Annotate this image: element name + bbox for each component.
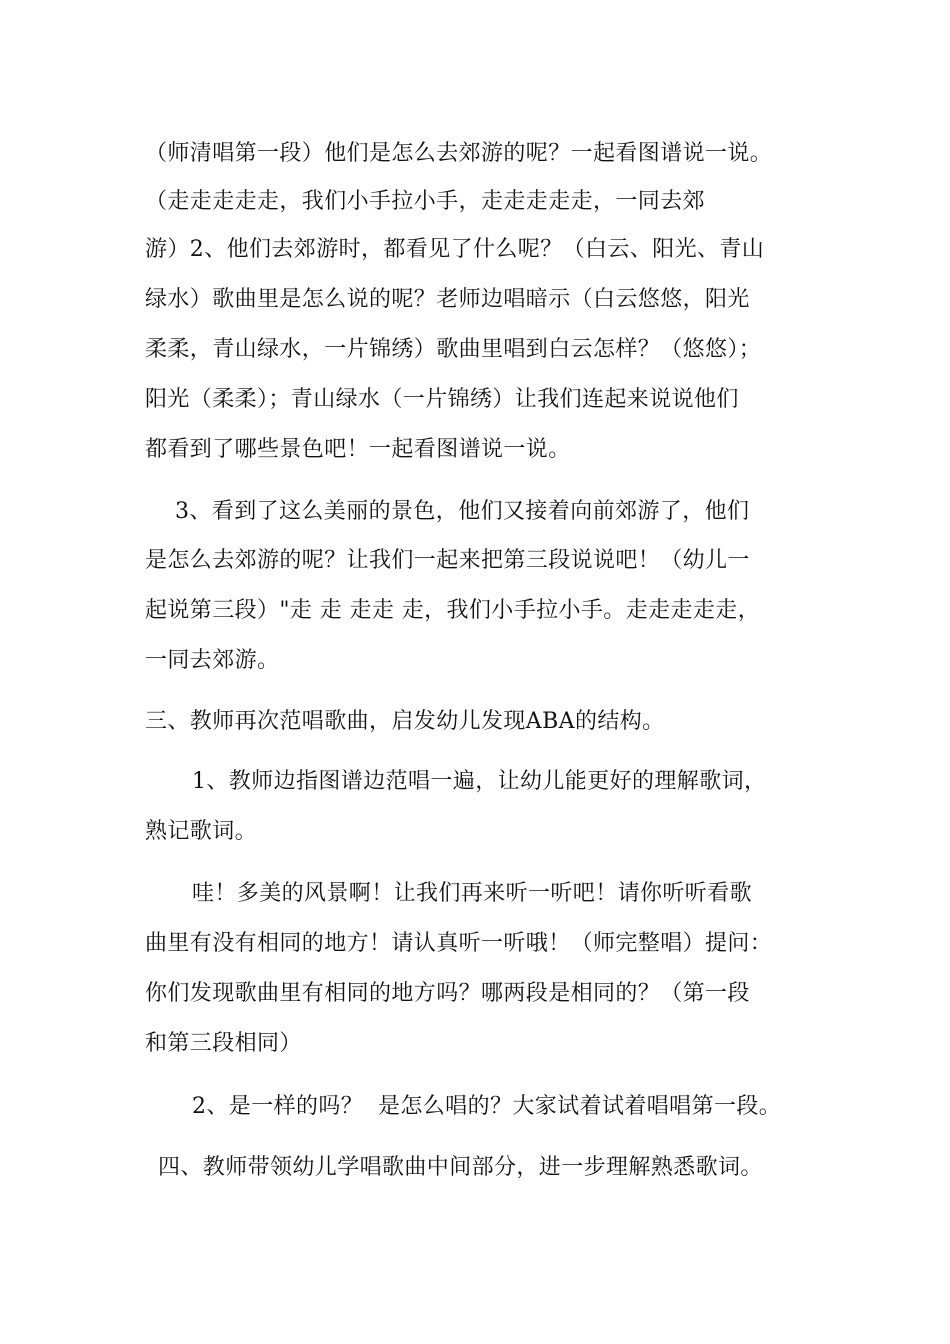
section-heading-3: 三、教师再次范唱歌曲，启发幼儿发现ABA的结构。 (145, 709, 665, 734)
text-line-16: 曲里有没有相同的地方！请认真听一听哦！（师完整唱）提问： (145, 931, 773, 956)
text-line-3: 游）2、他们去郊游时，都看见了什么呢？（白云、阳光、青山 (145, 237, 765, 262)
text-line-1: （师清唱第一段）他们是怎么去郊游的呢？一起看图谱说一说。 (145, 141, 773, 166)
text-line-11: 一同去郊游。 (145, 648, 280, 673)
text-line-6: 阳光（柔柔）；青山绿水（一片锦绣）让我们连起来说说他们 (145, 387, 739, 412)
text-line-19: 2、是一样的吗？ 是怎么唱的？大家试着试着唱唱第一段。 (192, 1094, 782, 1119)
text-line-4: 绿水）歌曲里是怎么说的呢？老师边唱暗示（白云悠悠，阳光 (145, 287, 750, 312)
text-line-2: （走走走走走，我们小手拉小手，走走走走走，一同去郊 (145, 189, 706, 214)
text-line-18: 和第三段相同） (145, 1031, 302, 1056)
text-line-8: 3、看到了这么美丽的景色，他们又接着向前郊游了，他们 (175, 499, 750, 524)
text-line-13: 1、教师边指图谱边范唱一遍，让幼儿能更好的理解歌词， (192, 769, 767, 794)
text-line-17: 你们发现歌曲里有相同的地方吗？哪两段是相同的？（第一段 (145, 981, 750, 1006)
text-line-10: 起说第三段）"走 走 走走 走，我们小手拉小手。走走走走走， (145, 598, 761, 623)
text-line-7: 都看到了哪些景色吧！一起看图谱说一说。 (145, 437, 571, 462)
text-line-15: 哇！多美的风景啊！让我们再来听一听吧！请你听听看歌 (192, 881, 753, 906)
text-line-9: 是怎么去郊游的呢？让我们一起来把第三段说说吧！（幼儿一 (145, 548, 750, 573)
section-heading-4: 四、教师带领幼儿学唱歌曲中间部分，进一步理解熟悉歌词。 (158, 1155, 763, 1180)
text-line-5: 柔柔，青山绿水，一片锦绣）歌曲里唱到白云怎样？（悠悠）； (145, 337, 762, 362)
text-line-14: 熟记歌词。 (145, 819, 258, 844)
